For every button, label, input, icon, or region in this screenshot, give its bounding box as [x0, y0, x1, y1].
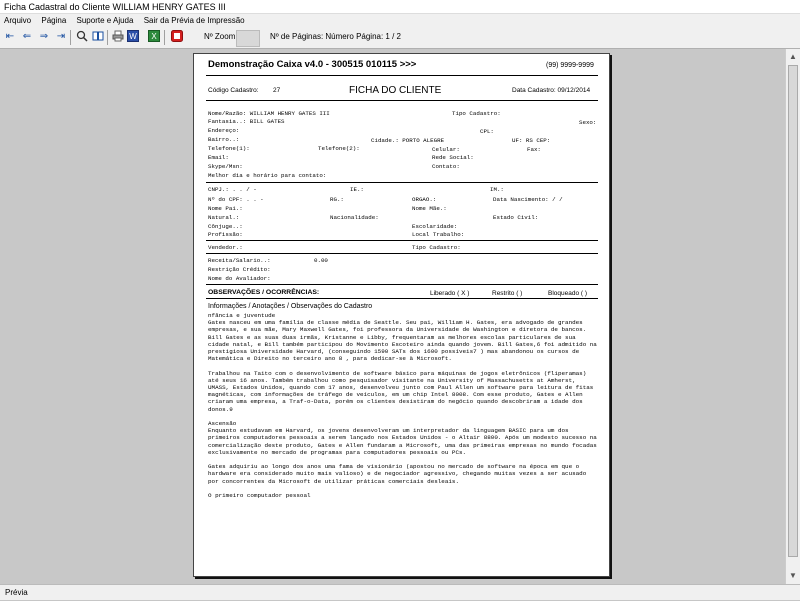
field-telefone2: Telefone(2):: [318, 145, 360, 152]
field-telefone1: Telefone(1):: [208, 145, 250, 152]
field-escolaridade: Escolaridade:: [412, 223, 458, 230]
field-fax: Fax:: [527, 146, 541, 153]
field-email: Email:: [208, 154, 229, 161]
field-endereco: Endereço:: [208, 127, 240, 134]
status-bloqueado: Bloqueado ( ): [548, 290, 588, 297]
svg-text:W: W: [129, 32, 137, 41]
prev-page-icon[interactable]: ⇐: [22, 31, 32, 42]
print-icon[interactable]: [111, 30, 125, 44]
scroll-thumb[interactable]: [788, 65, 798, 557]
divider: [206, 100, 598, 101]
divider: [206, 253, 598, 254]
book-icon[interactable]: [91, 30, 105, 44]
next-page-icon[interactable]: ⇒: [39, 31, 49, 42]
field-cnpj: CNPJ.: . . / -: [208, 186, 257, 193]
field-bairro: Bairro..:: [208, 136, 240, 143]
zoom-input[interactable]: [236, 30, 260, 47]
field-nacionalidade: Nacionalidade:: [330, 214, 379, 221]
first-page-icon[interactable]: ⇤: [5, 31, 15, 42]
zoom-label: Nº Zoom: [204, 32, 236, 41]
menu-suporte[interactable]: Suporte e Ajuda: [76, 16, 134, 25]
menu-pagina[interactable]: Página: [41, 16, 67, 25]
status-liberado: Liberado ( X ): [430, 290, 470, 297]
field-natural: Natural.:: [208, 214, 240, 221]
field-contato: Contato:: [432, 163, 460, 170]
toolbar-separator: [70, 30, 71, 45]
field-local-trabalho: Local Trabalho:: [412, 231, 465, 238]
page-count-label: Nº de Páginas: Número Página: 1 / 2: [270, 32, 401, 41]
toolbar-separator: [107, 30, 108, 45]
info-title: Informações / Anotações / Observações do Cadastro: [208, 303, 373, 310]
observacoes-label: OBSERVAÇÕES / OCORRÊNCIAS:: [208, 289, 320, 296]
company-name: Demonstração Caixa v4.0 - 300515 010115 >>>: [208, 59, 417, 70]
info-body: nfância e juventude Gates nasceu em uma família de classe média de Seattle. Seu pai, William H. Gates, era advogado de grandes empresas, e sua mãe, Mary Maxwell Gates, foi professora da Universidade de Washington e diretora de bancos. Bill Gates e as suas duas irmãs, Kristanne e Libby, frequentaram as melhores escolas particulares de sua cidade natal, e Bill também participou do Movimento Escoteiro ainda quando jovem. Bill Gates,6 foi admitido na prestigiosa Universidade Harvard, (conseguindo 1590 SATs dos 1600 possíveis7 ) mas abandonou os cursos de Matemática e Direito no terceiro ano 8 , para dedicar-se à Microsoft. Trabalhou na Taito com o desenvolvimento de software básico para máquinas de jogos eletrônicos (fliperamas) até seus 16 anos. Também trabalhou como pesquisador visitante na University of Massachusetts at Amherst, UMASS, Estados Unidos, quando com 17 anos, desenvolveu junto com Paul Allen um software para leitura de fitas magnéticas, com informações de tráfego de veículos, em um chip Intel 8008. Com esse produto, Gates e Allen criaram uma empresa, a Traf-o-Data, porém os clientes desistiram do negócio quando descobriram a idade dos donos.9 Ascensão Enquanto estudavam em Harvard, os jovens desenvolveram um interpretador da linguagem BASIC para um dos primeiros computadores pessoais a serem lançado nos Estados Unidos - o Altair 8800. Após um modesto sucesso na comercialização deste produto, Gates e Allen fundaram a Microsoft, uma das primeiras empresas no mundo focadas exclusivamente no mercado de programas para computadores pessoais ou PCs. Gates adquiriu ao longo dos anos uma fama de visionário (apostou no mercado de software na época em que o hardware era considerado muito mais valioso) e de negociador agressivo, chegando muitas vezes a ser acusado por concorrentes da Microsoft de utilizar práticas comerciais desleais. O primeiro computador pessoal: [208, 312, 597, 500]
field-nome-pai: Nome Pai.:: [208, 205, 243, 212]
zoom-icon[interactable]: [75, 30, 89, 44]
menu-arquivo[interactable]: Arquivo: [4, 16, 32, 25]
field-rg: RG.:: [330, 196, 344, 203]
divider: [206, 284, 598, 285]
field-sexo: Sexo:: [579, 119, 597, 126]
field-tipo-cadastro: Tipo Cadastro:: [452, 110, 501, 117]
toolbar-separator: [164, 30, 165, 45]
field-cpf: Nº do CPF: . . -: [208, 196, 264, 203]
field-rede-social: Rede Social:: [432, 154, 474, 161]
field-ie: IE.:: [350, 186, 364, 193]
divider: [206, 182, 598, 183]
vertical-scrollbar[interactable]: [785, 49, 800, 584]
data-cadastro: Data Cadastro: 09/12/2014: [512, 87, 591, 94]
toolbar: [0, 27, 800, 49]
report-title: FICHA DO CLIENTE: [349, 85, 442, 96]
field-nome-mae: Nome Mãe.:: [412, 205, 447, 212]
field-receita: Receita/Salario..:: [208, 257, 271, 264]
field-cpl: CPL:: [480, 128, 494, 135]
field-tipo-cadastro-2: Tipo Cadastro:: [412, 244, 461, 251]
field-avaliador: Nome do Avaliador:: [208, 275, 271, 282]
field-restricao: Restrição Crédito:: [208, 266, 271, 273]
field-profissao: Profissão:: [208, 231, 243, 238]
company-phone: (99) 9999-9999: [546, 62, 594, 69]
field-nascimento: Data Nascimento: / /: [493, 196, 563, 203]
svg-text:X: X: [151, 32, 157, 41]
field-uf-cep: UF: RS CEP:: [512, 137, 551, 144]
field-celular: Celular:: [432, 146, 460, 153]
menu-sair-previa[interactable]: Sair da Prévia de Impressão: [143, 16, 245, 25]
field-estado-civil: Estado Civil:: [493, 214, 539, 221]
report-page: [193, 53, 610, 577]
window-title: Ficha Cadastral do Cliente WILLIAM HENRY GATES III: [0, 0, 800, 14]
field-nome: Nome/Razão: WILLIAM HENRY GATES III: [208, 110, 330, 117]
field-melhor-horario: Melhor dia e horário para contato:: [208, 172, 327, 179]
codigo-value: 27: [273, 87, 281, 94]
status-restrito: Restrito ( ): [492, 290, 523, 297]
pdf-icon[interactable]: [170, 30, 184, 44]
field-vendedor: Vendedor.:: [208, 244, 243, 251]
field-skype: Skype/Msn:: [208, 163, 243, 170]
field-im: IM.:: [490, 186, 504, 193]
scroll-down-icon[interactable]: ▼: [789, 571, 797, 580]
field-orgao: ORGAO.:: [412, 196, 437, 203]
word-icon[interactable]: [126, 30, 140, 44]
status-bar: Prévia: [0, 584, 800, 600]
menu-bar: [0, 14, 800, 27]
field-fantasia: Fantasia..: BILL GATES: [208, 118, 285, 125]
divider: [206, 75, 598, 76]
divider: [206, 240, 598, 241]
field-cidade: Cidade.: PORTO ALEGRE: [371, 137, 445, 144]
excel-icon[interactable]: [147, 30, 161, 44]
scroll-up-icon[interactable]: ▲: [789, 52, 797, 61]
divider: [206, 298, 598, 299]
field-conjuge: Cônjuge..:: [208, 223, 243, 230]
codigo-label: Código Cadastro:: [208, 87, 259, 94]
field-receita-valor: 0.00: [314, 257, 328, 264]
last-page-icon[interactable]: ⇥: [56, 31, 66, 42]
